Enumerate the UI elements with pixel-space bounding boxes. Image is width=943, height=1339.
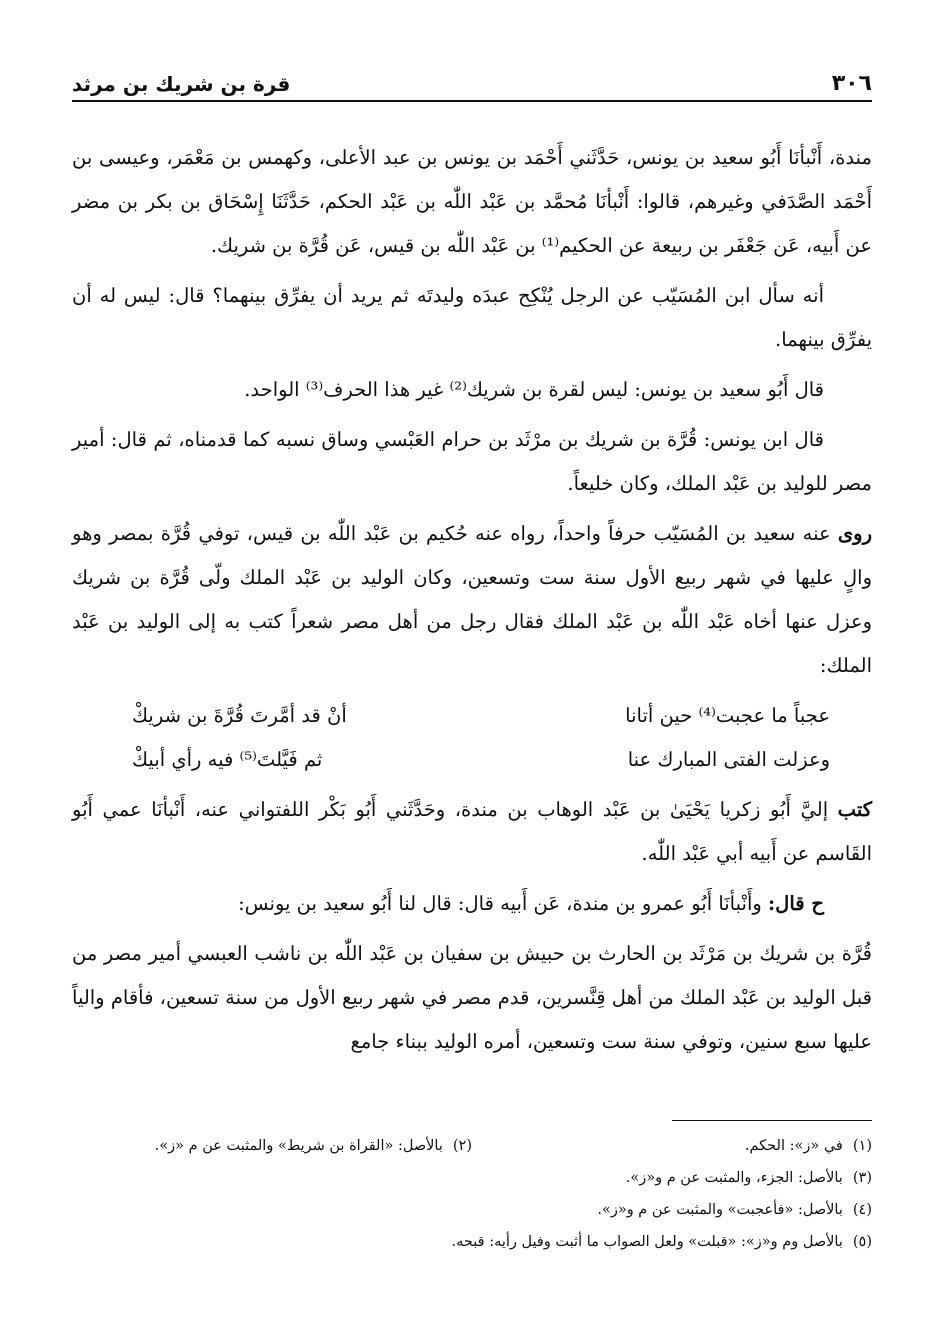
footnote-rule (672, 1120, 872, 1121)
footnote-3 (72, 1162, 872, 1194)
footnotes (72, 1130, 872, 1258)
footnote-5 (72, 1226, 872, 1258)
footnote-number: (٥) (852, 1234, 872, 1250)
page-header (72, 62, 872, 96)
footnote-4 (72, 1194, 872, 1226)
paragraph-lead-word: كتب (837, 798, 872, 821)
paragraph-kataba (72, 788, 872, 876)
paragraph-ha-qal-text: وأَنْبأنَا أَبُو عمرو بن مندة، عَن أَبيه قال: قال لنا أَبُو سعيد بن يونس: (238, 892, 768, 915)
paragraph-biography: قُرَّة بن شريك بن مَرْثَد بن الحارث بن حبيش بن سفيان بن عَبْد اللّٰه بن ناشب العبسي أمير مصر من قبل الوليد بن عَبْد الملك من أهل قِنَّسرين، قدم مصر في شهر ربيع الأول من سنة تسعين، فأقام والياً عليها سبع سنين، وتوفي سنة ست وتسعين، أمره الوليد ببناء جامع (72, 942, 872, 1053)
paragraph-lead-word: ح قال: (767, 892, 824, 915)
footnote-row (72, 1226, 872, 1258)
footnote-2 (72, 1130, 472, 1162)
paragraph-isnad: مندة، أَنْبأنَا أَبُو سعيد بن يونس، حَدَّثَني أَحْمَد بن يونس بن عبد الأعلى، وكهمس بن مَعْمَر، وعيسى بن أَحْمَد الصَّدَفي وغيرهم، قالوا: أَنْبأنَا مُحمَّد بن عَبْد اللّٰه بن عَبْد الحكم، حَدَّثَنَا إِسْحَاق بن بكر بن مضر عن أَبيه، عَن جَعْفَر بن ربيعة عن الحكيم⁽¹⁾ بن عَبْد اللّٰه بن قيس، عَن قُرَّة بن شريك. (72, 146, 872, 257)
footnote-row (72, 1130, 872, 1162)
verse-hemistich-second: ثم فَيَّلتَ⁽⁵⁾ فيه رأي أبيكْ (132, 748, 323, 771)
header-rule (72, 100, 872, 102)
footnote-1 (472, 1130, 872, 1162)
verse-hemistich-second: أنْ قد أمَّرتَ قُرَّةَ بن شريكْ (132, 704, 347, 727)
footnote-text: بالأصل: «فأعجبت» والمثبت عن م و«ز». (597, 1202, 843, 1218)
footnote-text: في «ز»: الحكم. (744, 1138, 843, 1154)
footnote-number: (١) (852, 1138, 872, 1154)
paragraph-riwaya (72, 512, 872, 688)
footnote-row (72, 1162, 872, 1194)
footnote-text: بالأصل وم و«ز»: «قبلت» ولعل الصواب ما أثبت وفيل رأيه: قبحه. (451, 1234, 843, 1250)
verse-line (72, 738, 872, 782)
paragraph-riwaya-text: عنه سعيد بن المُسَيّب حرفاً واحداً، رواه عنه حُكيم بن عَبْد اللّٰه بن قيس، توفي قُرَّة بمصر وهو والٍ عليها في شهر ربيع الأول سنة ست وتسعين، وكان الوليد بن عَبْد الملك ولّى قُرَّة بن شريك وعزل عنها أخاه عَبْد اللّٰه بن عَبْد الملك فقال رجل من أهل مصر شعراً كتب به إلى الوليد بن عَبْد الملك: (72, 522, 872, 677)
footnote-number: (٤) (852, 1202, 872, 1218)
paragraph-kataba-text: إليَّ أَبُو زكريا يَحْيَىٰ بن عَبْد الوهاب بن مندة، وحَدَّثَني أَبُو بَكْر اللفتواني عنه، أَنْبأنَا عمي أَبُو القَاسم عن أَبيه أبي عَبْد اللّٰه. (72, 798, 872, 865)
footnote-number: (٣) (852, 1170, 872, 1186)
footnote-number: (٢) (452, 1138, 472, 1154)
footnote-text: بالأصل: «القراة بن شريط» والمثبت عن م «ز». (154, 1138, 443, 1154)
footnote-text: بالأصل: الجزء، والمثبت عن م و«ز». (625, 1170, 843, 1186)
paragraph-lead-word: روى (837, 522, 872, 545)
verse-hemistich-first: وعزلت الفتى المبارك عنا (627, 748, 830, 771)
paragraph-abu-said: قال أَبُو سعيد بن يونس: ليس لقرة بن شريك⁽²⁾ غير هذا الحرف⁽³⁾ الواحد. (244, 378, 824, 401)
paragraph-question: أنه سأل ابن المُسَيّب عن الرجل يُنْكِح عبدَه وليدتَه ثم يريد أن يفرِّق بينهما؟ قال: ليس له أن يفرِّق بينهما. (72, 284, 872, 351)
running-title: قرة بن شريك بن مرثد (72, 72, 291, 96)
verse-line (72, 694, 872, 738)
paragraph-ibn-yunus: قال ابن يونس: قُرَّة بن شريك بن مرْثَد بن حرام العَبْسي وساق نسبه كما قدمناه، ثم قال: أمير مصر للوليد بن عَبْد الملك، وكان خليعاً. (72, 428, 872, 495)
paragraph-ha-qal (72, 882, 872, 926)
page-number: ٣٠٦ (831, 71, 872, 96)
main-text (72, 136, 872, 1070)
footnote-row (72, 1194, 872, 1226)
verse-hemistich-first: عجباً ما عجبت⁽⁴⁾ حين أتانا (625, 704, 830, 727)
